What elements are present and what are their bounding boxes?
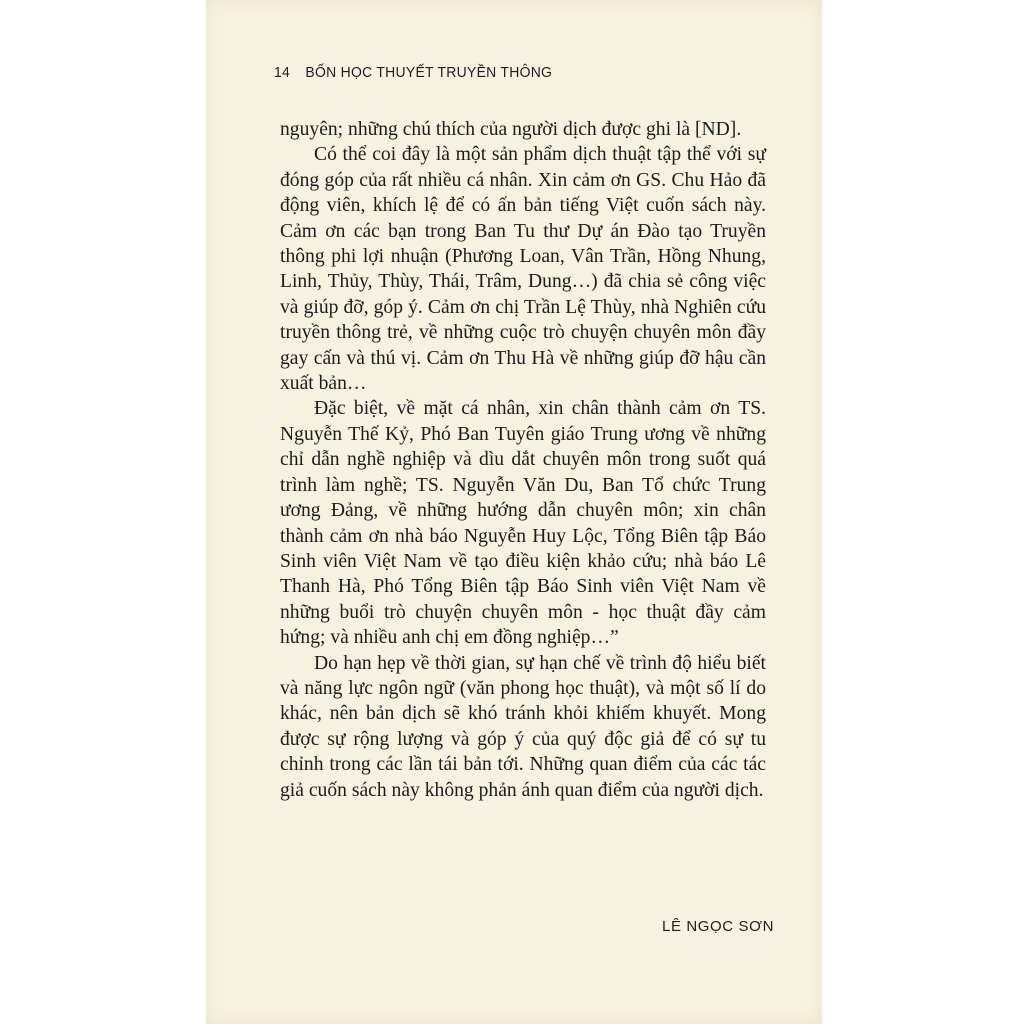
paragraph-personal-thanks: Đặc biệt, về mặt cá nhân, xin chân thành cảm ơn TS. Nguyễn Thế Kỷ, Phó Ban Tuyên giáo Trung ương về những chỉ dẫn nghề nghiệp và dìu dắt chuyên môn trong suốt quá trình làm nghề; TS. Nguyễn Văn Du, Ban Tổ chức Trung ương Đảng, về những hướng dẫn chuyên môn; xin chân thành cảm ơn nhà báo Nguyễn Huy Lộc, Tổng Biên tập Báo Sinh viên Việt Nam về tạo điều kiện khảo cứu; nhà báo Lê Thanh Hà, Phó Tổng Biên tập Báo Sinh viên Việt Nam về những buổi trò chuyện chuyên môn - học thuật đầy cảm hứng; và nhiều anh chị em đồng nghiệp…” (280, 398, 766, 649)
book-title: BỐN HỌC THUYẾT TRUYỀN THÔNG (305, 64, 553, 81)
book-page (206, 0, 822, 1024)
translator-signature: LÊ NGỌC SƠN (662, 918, 774, 935)
paragraph-disclaimer: Do hạn hẹp về thời gian, sự hạn chế về trình độ hiểu biết và năng lực ngôn ngữ (văn phong học thuật), và một số lí do khác, nên bản dịch sẽ khó tránh khỏi khiếm khuyết. Mong được sự rộng lượng và góp ý của quý độc giả để có sự tu chỉnh trong các lần tái bản tới. Những quan điểm của các tác giả cuốn sách này không phản ánh quan điểm của người dịch. (280, 652, 766, 801)
running-header (274, 64, 552, 81)
paragraph-acknowledgements: Có thể coi đây là một sản phẩm dịch thuật tập thể với sự đóng góp của rất nhiều cá nhân. Xin cảm ơn GS. Chu Hảo đã động viên, khích lệ để có ấn bản tiếng Việt cuốn sách này. Cảm ơn các bạn trong Ban Tu thư Dự án Đào tạo Truyền thông phi lợi nhuận (Phương Loan, Vân Trần, Hồng Nhung, Linh, Thủy, Thùy, Thái, Trâm, Dung…) đã chia sẻ công việc và giúp đỡ, góp ý. Cảm ơn chị Trần Lệ Thùy, nhà Nghiên cứu truyền thông trẻ, về những cuộc trò chuyện chuyên môn đầy gay cấn và thú vị. Cảm ơn Thu Hà về những giúp đỡ hậu cần xuất bản… (280, 144, 766, 395)
paragraph-continuation: nguyên; những chú thích của người dịch được ghi là [ND]. (280, 119, 742, 140)
page-number: 14 (274, 64, 291, 81)
page-body (280, 117, 766, 803)
